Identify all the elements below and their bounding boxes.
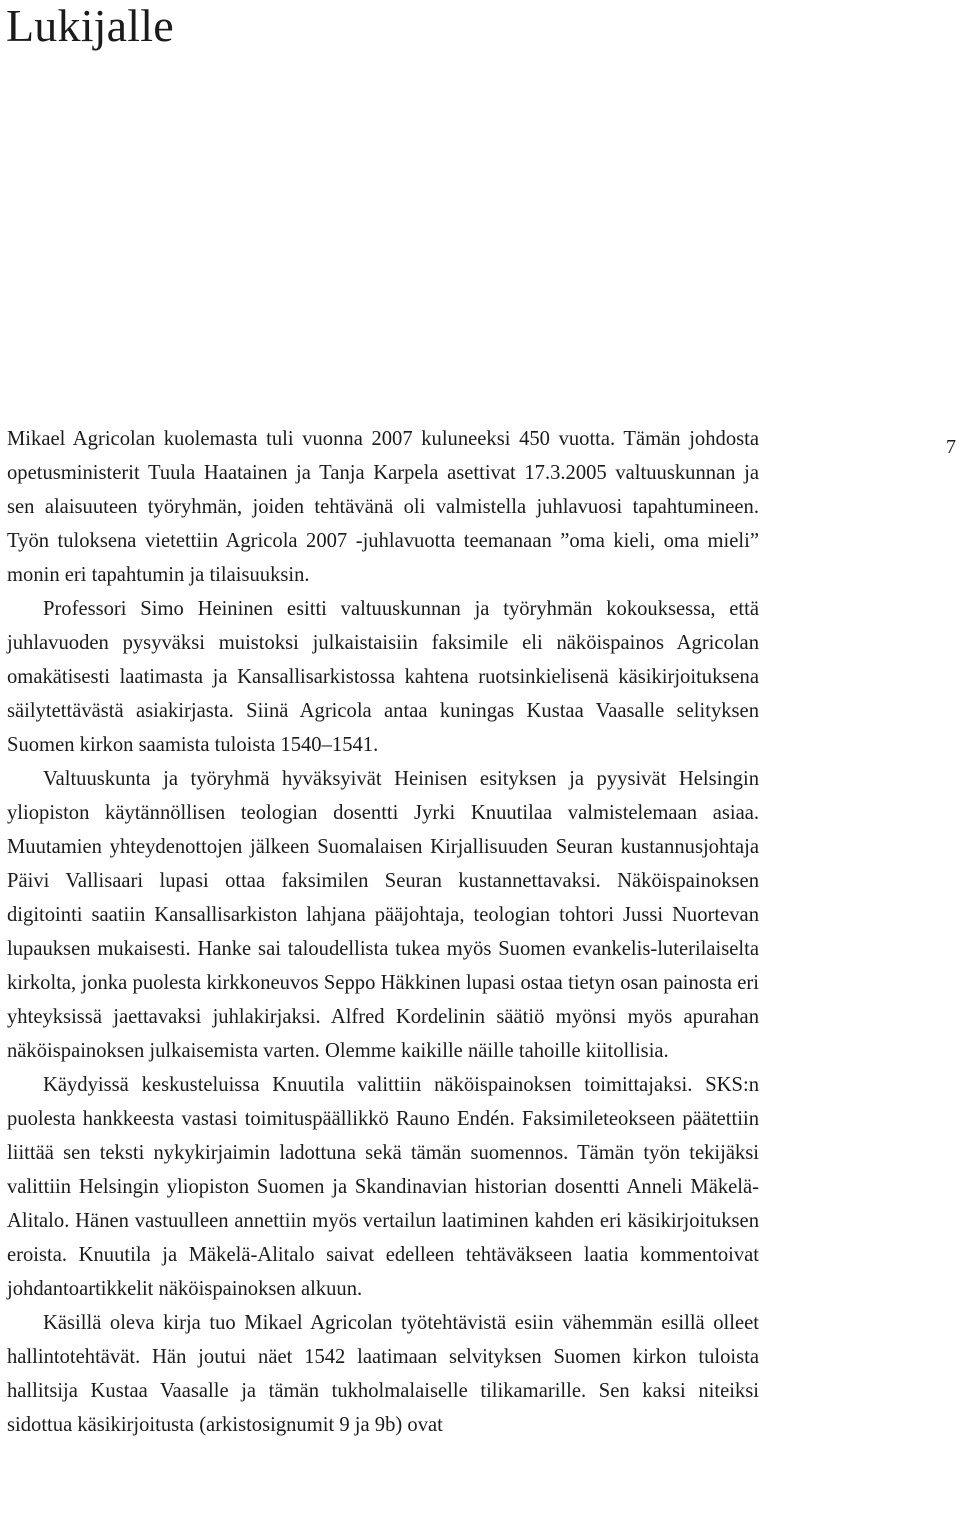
- paragraph: Käydyissä keskusteluissa Knuutila valittiin näköispainoksen toimittajaksi. SKS:n puolesta hankkeesta vastasi toimituspäällikkö Rauno Endén. Faksimileteokseen päätettiin liittää sen teksti nykykirjaimin ladottuna sekä tämän suomennos. Tämän työn tekijäksi valittiin Helsingin yliopiston Suomen ja Skandinavian historian dosentti Anneli Mäkelä-Alitalo. Hänen vastuulleen annettiin myös vertailun laatiminen kahden eri käsikirjoituksen eroista. Knuutila ja Mäkelä-Alitalo saivat edelleen tehtäväkseen laatia kommentoivat johdantoartikkelit näköispainoksen alkuun.: [7, 1074, 759, 1300]
- paragraph: Valtuuskunta ja työryhmä hyväksyivät Heinisen esityksen ja pyysivät Helsingin yliopiston käytännöllisen teologian dosentti Jyrki Knuutilaa valmistelemaan asiaa. Muutamien yhteydenottojen jälkeen Suomalaisen Kirjallisuuden Seuran kustannusjohtaja Päivi Vallisaari lupasi ottaa faksimilen Seuran kustannettavaksi. Näköispainoksen digitointi saatiin Kansallisarkiston lahjana pääjohtaja, teologian tohtori Jussi Nuortevan lupauksen mukaisesti. Hanke sai taloudellista tukea myös Suomen evankelis-luterilaiselta kirkolta, jonka puolesta kirkkoneuvos Seppo Häkkinen lupasi ostaa tietyn osan painosta eri yhteyksissä jaettavaksi juhlakirjaksi. Alfred Kordelinin säätiö myönsi myös apurahan näköispainoksen julkaisemista varten. Olemme kaikille näille tahoille kiitollisia.: [7, 768, 759, 1062]
- page-number: 7: [946, 436, 956, 458]
- paragraph: Mikael Agricolan kuolemasta tuli vuonna 2007 kuluneeksi 450 vuotta. Tämän johdosta opetusministerit Tuula Haatainen ja Tanja Karpela asettivat 17.3.2005 valtuuskunnan ja sen alaisuuteen työryhmän, joiden tehtävänä oli valmistella juhlavuosi tapahtumineen. Työn tuloksena vietettiin Agricola 2007 -juhlavuotta teemanaan ”oma kieli, oma mieli” monin eri tapahtumin ja tilaisuuksin.: [7, 428, 759, 586]
- body-text: [7, 422, 759, 1442]
- paragraph: Professori Simo Heininen esitti valtuuskunnan ja työryhmän kokouksessa, että juhlavuoden pysyväksi muistoksi julkaistaisiin faksimile eli näköispainos Agricolan omakätisesti laatimasta ja Kansallisarkistossa kahtena ruotsinkielisenä käsikirjoituksena säilytettävästä asiakirjasta. Siinä Agricola antaa kuningas Kustaa Vaasalle selityksen Suomen kirkon saamista tuloista 1540–1541.: [7, 598, 759, 756]
- paragraph: Käsillä oleva kirja tuo Mikael Agricolan työtehtävistä esiin vähemmän esillä olleet hallintotehtävät. Hän joutui näet 1542 laatimaan selvityksen Suomen kirkon tuloista hallitsija Kustaa Vaasalle ja tämän tukholmalaiselle tilikamarille. Sen kaksi niteiksi sidottua käsikirjoitusta (arkistosignumit 9 ja 9b) ovat: [7, 1312, 759, 1436]
- page-title: Lukijalle: [6, 0, 174, 51]
